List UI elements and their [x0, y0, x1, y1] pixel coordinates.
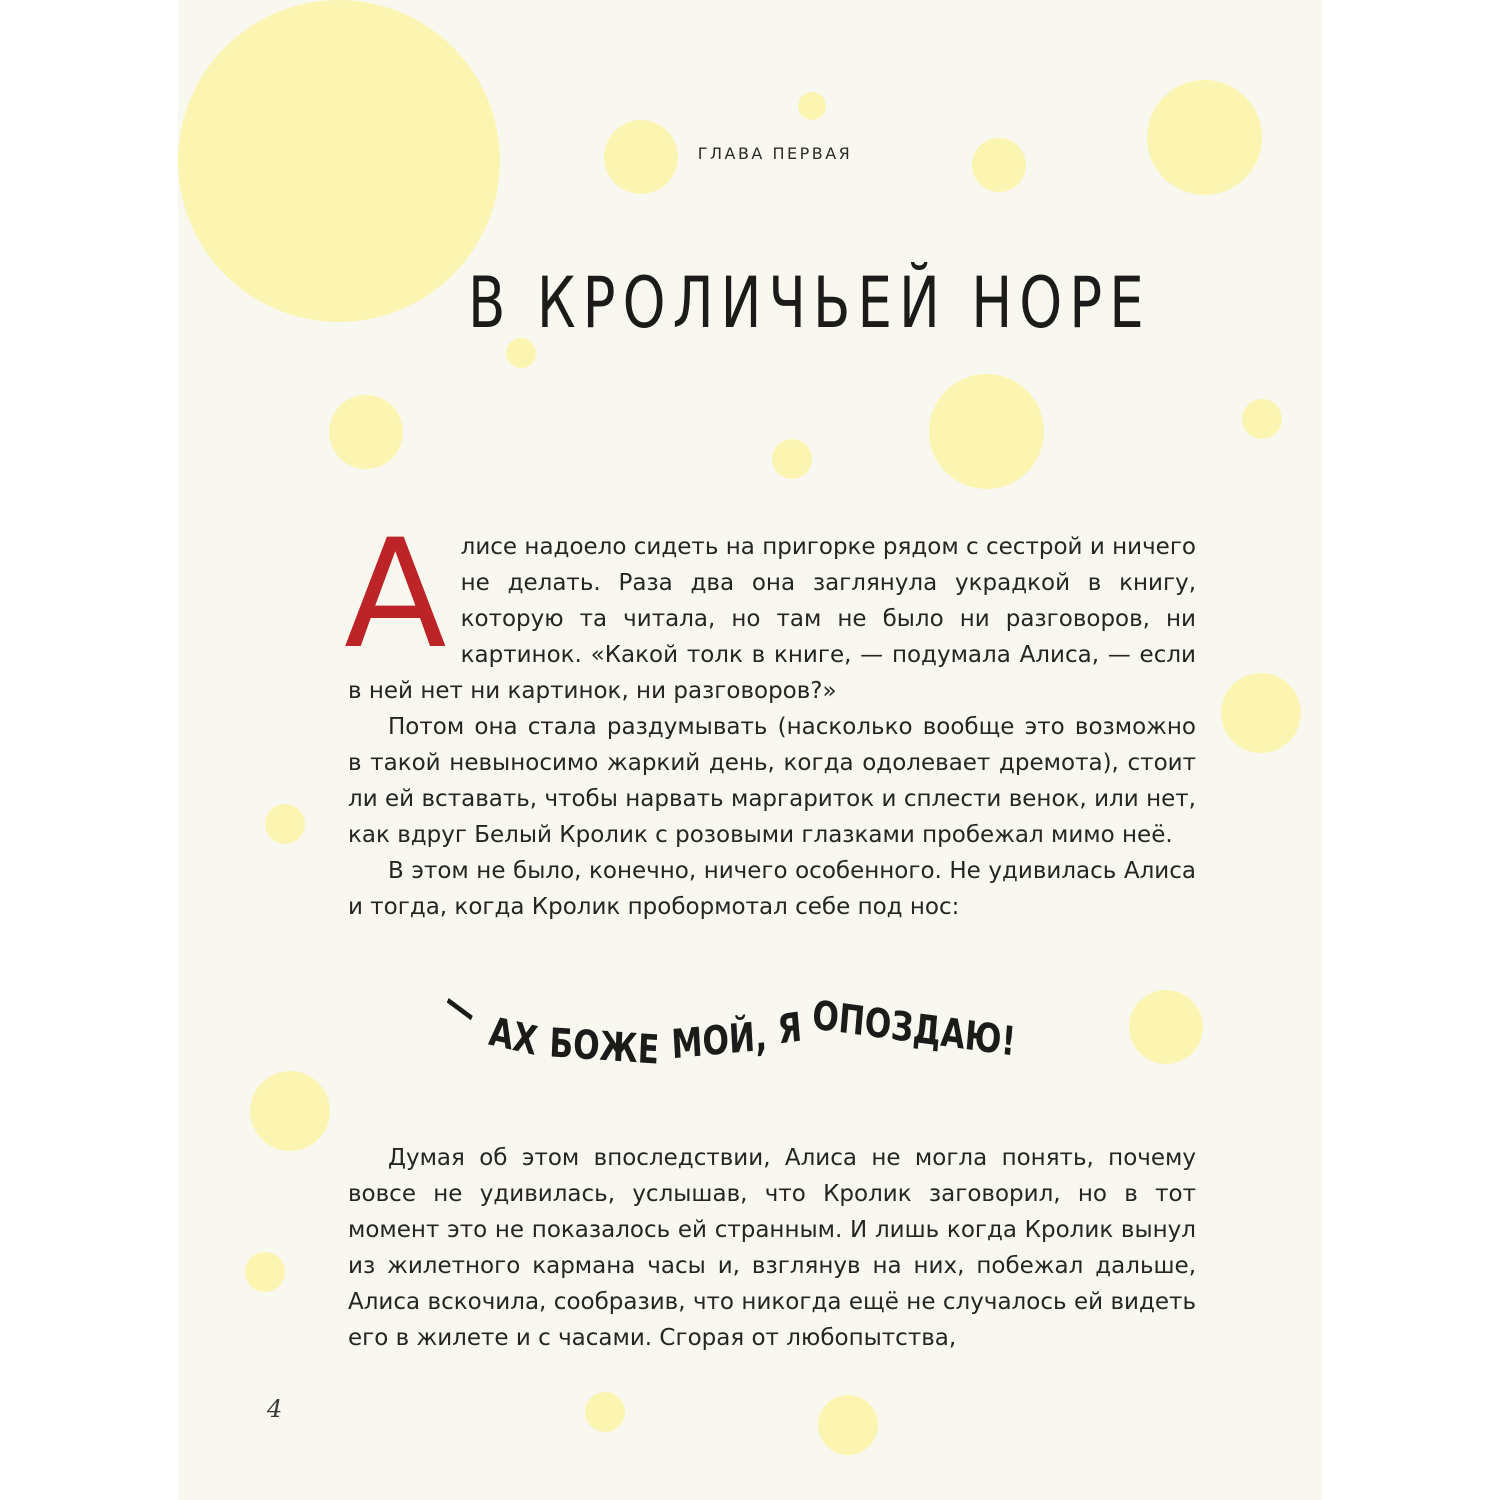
- exclamation-word: АХ: [486, 1008, 541, 1065]
- decor-circle: [818, 1395, 878, 1455]
- paragraph-3: В этом не было, конечно, ничего особенного. Не удивилась Алиса и тогда, когда Кролик пробормотал себе под нос:: [348, 858, 1196, 920]
- decor-circle: [1242, 399, 1282, 439]
- exclamation-dash: —: [438, 977, 484, 1038]
- exclamation-word: ОПОЗДАЮ!: [810, 992, 1018, 1066]
- chapter-label: ГЛАВА ПЕРВАЯ: [697, 144, 853, 163]
- paragraph-1-text: лисе надоело сидеть на пригорке рядом с сестрой и ничего не делать. Раза два она заглянула украдкой в книгу, которую та читала, но там не было ни разговоров, ни картинок. «Какой толк в книге, — подумала Алиса, — если в ней нет ни картинок, ни разговоров?»: [348, 534, 1196, 704]
- decor-circle: [798, 92, 826, 120]
- decor-circle: [250, 1071, 330, 1151]
- exclamation-word: БОЖЕ: [548, 1020, 660, 1074]
- exclamation-word: Я: [775, 1004, 804, 1054]
- decor-circle: [772, 439, 812, 479]
- decor-circle: [1129, 990, 1203, 1064]
- rabbit-exclamation: [438, 977, 1018, 1074]
- decor-circle: [329, 395, 403, 469]
- paragraph-2: Потом она стала раздумывать (насколько вообще это возможно в такой невыносимо жаркий день, когда одолевает дремота), стоит ли ей вставать, чтобы нарвать маргариток и сплести венок, или нет, как вдруг Белый Кролик с розовыми глазками пробежал мимо неё.: [348, 714, 1196, 848]
- decor-circle: [245, 1252, 285, 1292]
- text-block-2: [348, 1140, 1196, 1356]
- paragraph-1: [344, 508, 1196, 709]
- decor-circle: [929, 374, 1044, 489]
- decor-circle: [265, 804, 305, 844]
- paragraph-4: Думая об этом впоследствии, Алиса не могла понять, почему вовсе не удивилась, услышав, что Кролик заговорил, но в тот момент это не показалось ей странным. И лишь когда Кролик вынул из жилетного кармана часы и, взглянув на них, побежал дальше, Алиса вскочила, сообразив, что никогда ещё не случалось ей видеть его в жилете и с часами. Сгорая от любопытства,: [348, 1145, 1196, 1351]
- decor-circle: [1221, 673, 1301, 753]
- chapter-title: В КРОЛИЧЬЕЙ НОРЕ: [468, 262, 1151, 344]
- exclamation-word: МОЙ,: [670, 1013, 769, 1069]
- book-page: [178, 0, 1322, 1500]
- decor-circle: [1147, 80, 1262, 195]
- text-block-1: [344, 508, 1196, 925]
- page-number: 4: [267, 1395, 283, 1423]
- drop-cap: А: [344, 508, 447, 682]
- decor-circle: [585, 1392, 625, 1432]
